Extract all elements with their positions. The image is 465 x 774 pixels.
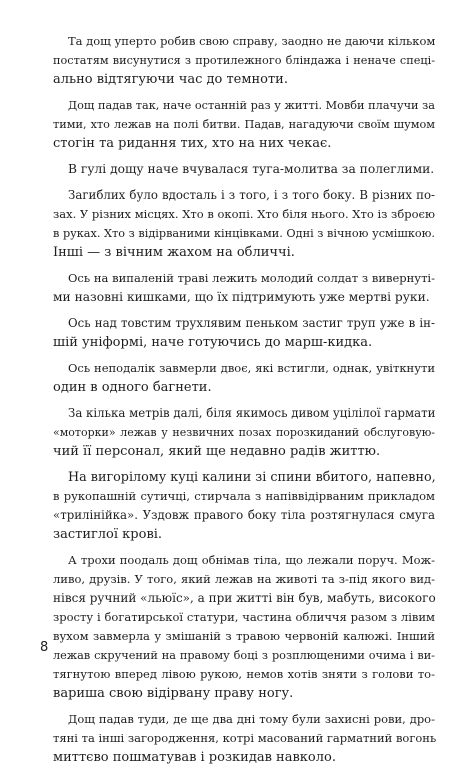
text-line: вухом завмерла у змішаній з травою червоній калюжі. Інший (53, 629, 435, 643)
text-line: Дощ падав туди, де ще два дні тому були захисні рови, дро- (68, 712, 435, 726)
text-line: Ось на випаленій траві лежить молодий солдат з вивернуті- (68, 271, 435, 285)
text-line: один в одного багнети. (53, 380, 212, 395)
paragraph (53, 468, 435, 544)
text-line: За кілька метрів далі, біля якимось дивом уцілілої гармати (68, 406, 436, 420)
text-line: тягнутою вперед лівою рукою, немов хотів зняти з голови то- (53, 667, 435, 681)
text-line: нівся ручний «льюїс», а при житті він був, мабуть, високого (53, 591, 436, 605)
text-line: Дощ падав так, наче останній раз у житті. Мовби плачучи за (68, 99, 435, 112)
text-line: На вигорілому куці калини зі спини вбитого, напевно, (68, 470, 436, 485)
text-line: ально відтягуючи час до темноти. (53, 72, 288, 87)
text-line: А трохи поодаль дощ обнімав тіла, що лежали поруч. Мож- (68, 553, 435, 567)
paragraph (53, 269, 435, 307)
text-line: застиглої крові. (53, 527, 163, 542)
paragraph (53, 186, 435, 262)
text-line: зросту і богатирської статури, частина обличчя разом з лівим (53, 610, 435, 624)
text-line: «трилінійка». Уздовж правого боку тіла розтягнулася смуга (53, 508, 435, 522)
text-line: В гулі дощу наче вчувалася туга-молитва за полеглими. (68, 162, 435, 176)
text-line: в руках. Хто з відірваними кінцівками. Одні з вічною усмішкою. (53, 227, 435, 240)
text-line: «моторки» лежав у незвичних позах порозкиданий обслуговую- (53, 426, 435, 439)
text-line: Загиблих було вдосталь і з того, і з того боку. В різних по- (68, 188, 435, 202)
text-line: Та дощ уперто робив свою справу, заодно не даючи кільком (68, 34, 436, 48)
text-line: тими, хто лежав на полі битви. Падав, нагадуючи своїм шумом (53, 118, 435, 131)
text-line: тяні та інші загородження, котрі масований гарматний вогонь (53, 731, 437, 745)
paragraph (53, 359, 435, 397)
text-line: вариша свою відірвану праву ногу. (53, 686, 294, 701)
text-line: ливо, друзів. У того, який лежав на животі та з-під якого вид- (53, 572, 435, 586)
paragraph (53, 96, 435, 153)
paragraph (53, 551, 435, 703)
page-number: 8 (40, 640, 49, 655)
text-line: зах. У різних місцях. Хто в окопі. Хто біля нього. Хто із зброєю (53, 207, 435, 221)
paragraph (53, 32, 435, 89)
text-line: шій уніформі, наче готуючись до марш-кидка. (53, 335, 373, 350)
text-line: Ось неподалік завмерли двоє, які встигли, однак, увіткнути (68, 361, 435, 375)
text-line: стогін та ридання тих, хто на них чекає. (53, 136, 332, 151)
text-line: чий її персонал, який ще недавно радів життю. (53, 444, 381, 459)
text-line: постатям висунутися з протилежного бліндажа і неначе спеці- (53, 54, 435, 67)
text-line: лежав скручений на правому боці з розплющеними очима і ви- (53, 649, 435, 662)
text-line: ми назовні кишками, що їх підтримують уже мертві руки. (53, 290, 430, 304)
paragraph (53, 404, 435, 461)
book-page-text (53, 32, 435, 774)
text-line: Ось над товстим трухлявим пеньком застиг труп уже в ін- (68, 316, 435, 330)
text-line: Інші — з вічним жахом на обличчі. (53, 245, 295, 260)
paragraph (53, 314, 435, 352)
text-line: в рукопашній сутичці, стирчала з напіввідірваним прикладом (53, 489, 435, 503)
paragraph (53, 160, 435, 179)
text-line: миттєво пошматував і розкидав навколо. (53, 750, 336, 765)
paragraph (53, 710, 435, 767)
